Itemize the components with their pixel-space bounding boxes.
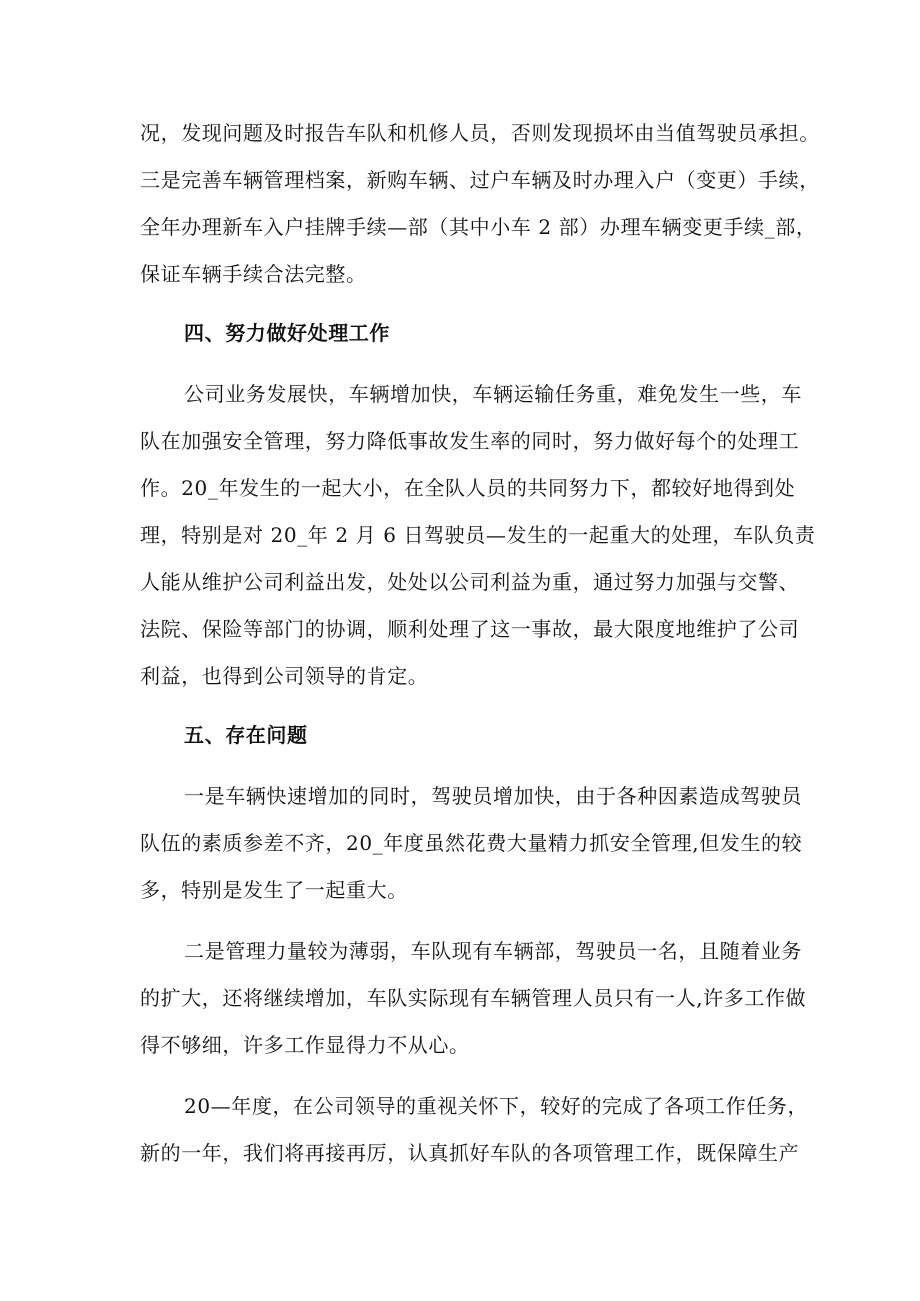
paragraph-gap	[140, 1069, 790, 1083]
text-line: 全年办理新车入户挂牌手续—部（其中小车 2 部）办理车辆变更手续_部，	[140, 215, 817, 239]
text-line: 一是车辆快速增加的同时，驾驶员增加快，由于各种因素造成驾驶员	[184, 784, 802, 808]
text-line: 公司业务发展快，车辆增加快，车辆运输任务重，难免发生一些，车	[184, 382, 802, 406]
text-line: 作。20_年发生的一起大小，在全队人员的共同努力下，都较好地得到处	[140, 476, 796, 500]
text-line: 新的一年，我们将再接再厉，认真抓好车队的各项管理工作，既保障生产	[140, 1141, 800, 1165]
paragraph-vehicle-management	[140, 110, 820, 298]
section-heading-4: 四、努力做好处理工作	[184, 321, 390, 345]
paragraph-conclusion	[140, 1083, 809, 1177]
section-heading-5: 五、存在问题	[184, 723, 308, 747]
text-line: 保证车辆手续合法完整。	[140, 262, 367, 286]
text-line: 三是完善车辆管理档案，新购车辆、过户车辆及时办理入户（变更）手续，	[140, 168, 820, 192]
document-page	[140, 110, 820, 1177]
text-line: 队在加强安全管理，努力降低事故发生率的同时，努力做好每个的处理工	[140, 429, 800, 453]
paragraph-problem-2	[140, 928, 807, 1069]
text-line: 法院、保险等部门的协调，顺利处理了这一事故，最大限度地维护了公司	[140, 617, 800, 641]
text-line: 得不够细，许多工作显得力不从心。	[140, 1033, 470, 1057]
text-line: 多，特别是发生了一起重大。	[140, 878, 408, 902]
text-line: 利益，也得到公司领导的肯定。	[140, 664, 429, 688]
text-line: 的扩大，还将继续增加，车队实际现有车辆管理人员只有一人,许多工作做	[140, 986, 807, 1010]
paragraph-gap	[140, 914, 790, 928]
paragraph-problem-1	[140, 773, 803, 914]
text-line: 人能从维护公司利益出发，处处以公司利益为重，通过努力加强与交警、	[140, 570, 800, 594]
text-line: 况，发现问题及时报告车队和机修人员，否则发现损坏由当值驾驶员承担。	[140, 121, 820, 145]
text-line: 20—年度，在公司领导的重视关怀下，较好的完成了各项工作任务，	[184, 1094, 809, 1118]
text-line: 二是管理力量较为薄弱，车队现有车辆部，驾驶员一名，且随着业务	[184, 939, 802, 963]
text-line: 理，特别是对 20_年 2 月 6 日驾驶员—发生的一起重大的处理，车队负责	[140, 523, 816, 547]
text-line: 队伍的素质参差不齐，20_年度虽然花费大量精力抓安全管理,但发生的较	[140, 831, 803, 855]
paragraph-accident-handling	[140, 371, 816, 700]
